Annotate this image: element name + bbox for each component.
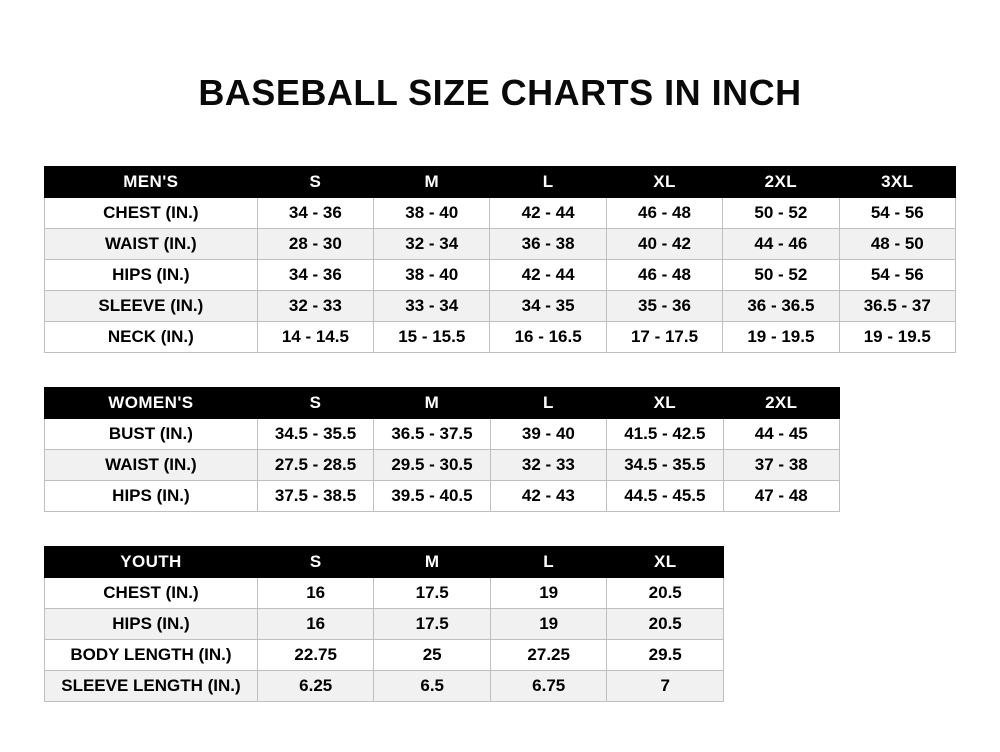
row-label: HIPS (IN.) — [45, 260, 258, 291]
cell: 19 - 19.5 — [839, 322, 955, 353]
cell: 54 - 56 — [839, 260, 955, 291]
cell: 50 - 52 — [723, 198, 839, 229]
table-row — [45, 198, 956, 229]
table-row — [45, 640, 724, 671]
cell: 40 - 42 — [606, 229, 722, 260]
youth-header-l: L — [490, 547, 607, 578]
table-row — [45, 481, 840, 512]
cell: 48 - 50 — [839, 229, 955, 260]
cell: 38 - 40 — [374, 260, 490, 291]
cell: 42 - 44 — [490, 260, 606, 291]
cell: 29.5 - 30.5 — [374, 450, 490, 481]
cell: 42 - 43 — [490, 481, 606, 512]
row-label: HIPS (IN.) — [45, 481, 258, 512]
cell: 7 — [607, 671, 724, 702]
cell: 19 - 19.5 — [723, 322, 839, 353]
youth-header-s: S — [257, 547, 374, 578]
row-label: HIPS (IN.) — [45, 609, 258, 640]
cell: 6.25 — [257, 671, 374, 702]
cell: 54 - 56 — [839, 198, 955, 229]
cell: 20.5 — [607, 578, 724, 609]
mens-table-head — [45, 167, 956, 198]
womens-size-table — [44, 387, 840, 512]
page-title: BASEBALL SIZE CHARTS IN INCH — [198, 72, 802, 113]
cell: 37 - 38 — [723, 450, 839, 481]
womens-header-s: S — [257, 388, 373, 419]
cell: 36 - 36.5 — [723, 291, 839, 322]
cell: 35 - 36 — [606, 291, 722, 322]
row-label: WAIST (IN.) — [45, 450, 258, 481]
mens-header-l: L — [490, 167, 606, 198]
cell: 16 - 16.5 — [490, 322, 606, 353]
cell: 16 — [257, 578, 374, 609]
table-row — [45, 291, 956, 322]
cell: 41.5 - 42.5 — [607, 419, 723, 450]
row-label: CHEST (IN.) — [45, 578, 258, 609]
cell: 44.5 - 45.5 — [607, 481, 723, 512]
womens-table-head — [45, 388, 840, 419]
cell: 33 - 34 — [374, 291, 490, 322]
table-row — [45, 322, 956, 353]
cell: 46 - 48 — [606, 198, 722, 229]
cell: 37.5 - 38.5 — [257, 481, 373, 512]
womens-header-xl: XL — [607, 388, 723, 419]
table-row — [45, 609, 724, 640]
cell: 32 - 33 — [490, 450, 606, 481]
cell: 6.75 — [490, 671, 607, 702]
cell: 6.5 — [374, 671, 491, 702]
table-row — [45, 671, 724, 702]
cell: 17 - 17.5 — [606, 322, 722, 353]
cell: 47 - 48 — [723, 481, 839, 512]
cell: 16 — [257, 609, 374, 640]
cell: 19 — [490, 609, 607, 640]
cell: 17.5 — [374, 578, 491, 609]
cell: 29.5 — [607, 640, 724, 671]
table-header-row — [45, 388, 840, 419]
table-header-row — [45, 167, 956, 198]
youth-header-m: M — [374, 547, 491, 578]
womens-header-m: M — [374, 388, 490, 419]
table-row — [45, 450, 840, 481]
cell: 22.75 — [257, 640, 374, 671]
cell: 27.5 - 28.5 — [257, 450, 373, 481]
cell: 14 - 14.5 — [257, 322, 373, 353]
mens-header-s: S — [257, 167, 373, 198]
table-row — [45, 419, 840, 450]
womens-table-body — [45, 419, 840, 512]
womens-header-label: WOMEN'S — [45, 388, 258, 419]
row-label: CHEST (IN.) — [45, 198, 258, 229]
table-row — [45, 578, 724, 609]
cell: 17.5 — [374, 609, 491, 640]
cell: 25 — [374, 640, 491, 671]
cell: 39 - 40 — [490, 419, 606, 450]
mens-header-m: M — [374, 167, 490, 198]
cell: 38 - 40 — [374, 198, 490, 229]
cell: 46 - 48 — [606, 260, 722, 291]
table-row — [45, 229, 956, 260]
cell: 44 - 45 — [723, 419, 839, 450]
row-label: NECK (IN.) — [45, 322, 258, 353]
row-label: SLEEVE (IN.) — [45, 291, 258, 322]
cell: 32 - 34 — [374, 229, 490, 260]
youth-header-xl: XL — [607, 547, 724, 578]
mens-table-body — [45, 198, 956, 353]
mens-header-label: MEN'S — [45, 167, 258, 198]
cell: 36 - 38 — [490, 229, 606, 260]
youth-size-table — [44, 546, 724, 702]
mens-size-table — [44, 166, 956, 353]
mens-header-xl: XL — [606, 167, 722, 198]
table-header-row — [45, 547, 724, 578]
cell: 28 - 30 — [257, 229, 373, 260]
cell: 34 - 36 — [257, 260, 373, 291]
table-row — [45, 260, 956, 291]
cell: 34.5 - 35.5 — [257, 419, 373, 450]
tables-container — [0, 166, 1000, 702]
cell: 34.5 - 35.5 — [607, 450, 723, 481]
cell: 36.5 - 37.5 — [374, 419, 490, 450]
cell: 15 - 15.5 — [374, 322, 490, 353]
youth-table-head — [45, 547, 724, 578]
cell: 50 - 52 — [723, 260, 839, 291]
row-label: BUST (IN.) — [45, 419, 258, 450]
youth-table-body — [45, 578, 724, 702]
youth-header-label: YOUTH — [45, 547, 258, 578]
cell: 34 - 36 — [257, 198, 373, 229]
cell: 42 - 44 — [490, 198, 606, 229]
cell: 34 - 35 — [490, 291, 606, 322]
cell: 32 - 33 — [257, 291, 373, 322]
row-label: BODY LENGTH (IN.) — [45, 640, 258, 671]
mens-header-3xl: 3XL — [839, 167, 955, 198]
cell: 39.5 - 40.5 — [374, 481, 490, 512]
cell: 44 - 46 — [723, 229, 839, 260]
row-label: WAIST (IN.) — [45, 229, 258, 260]
womens-header-l: L — [490, 388, 606, 419]
cell: 19 — [490, 578, 607, 609]
cell: 20.5 — [607, 609, 724, 640]
mens-header-2xl: 2XL — [723, 167, 839, 198]
cell: 36.5 - 37 — [839, 291, 955, 322]
womens-header-2xl: 2XL — [723, 388, 839, 419]
row-label: SLEEVE LENGTH (IN.) — [45, 671, 258, 702]
cell: 27.25 — [490, 640, 607, 671]
